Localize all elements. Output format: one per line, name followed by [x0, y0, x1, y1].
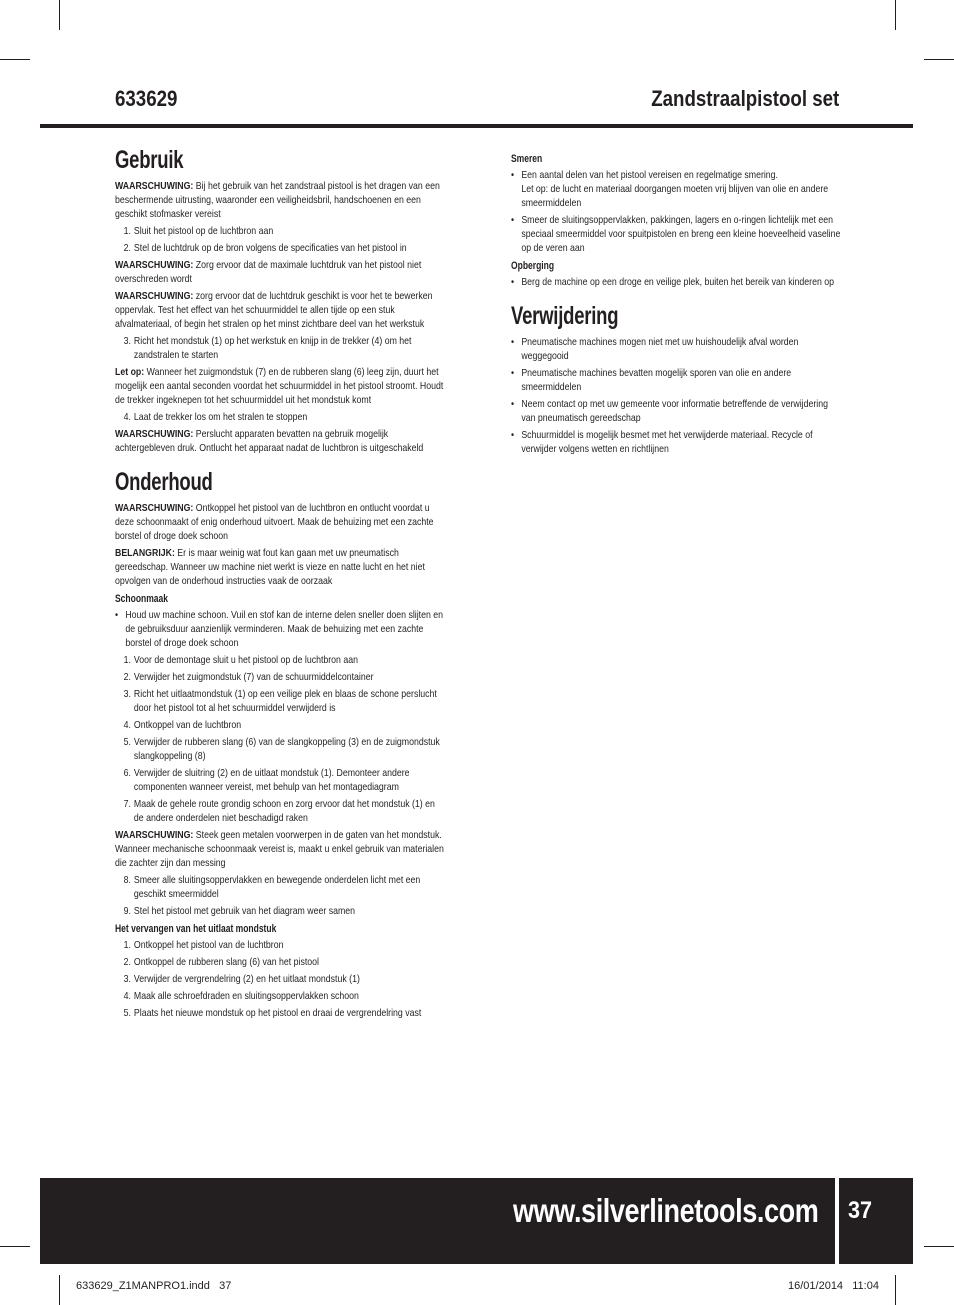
page-number: 37: [848, 1197, 873, 1224]
slug-date: 16/01/2014 11:04: [788, 1280, 879, 1292]
steps-list: [115, 335, 445, 363]
step-number: 3.: [123, 689, 131, 700]
crop-mark: [895, 0, 896, 30]
list-item: [115, 609, 445, 651]
crop-mark: [59, 0, 60, 30]
list-item: [115, 767, 445, 795]
list-item: [115, 736, 445, 764]
warning-paragraph: [115, 428, 445, 456]
warning-paragraph: [115, 502, 445, 544]
steps-list: [115, 225, 445, 256]
step-text: Maak de gehele route grondig schoon en zorg ervoor dat het mondstuk (1) en de andere onderdelen niet beschadigd raken: [133, 799, 435, 824]
bullet-text: Houd uw machine schoon. Vuil en stof kan de interne delen sneller doen slijten en de gebruiksduur aanzienlijk verminderen. Maak de behuizing met een zachte borstel of droge doek schoon: [125, 610, 444, 649]
heading-verwijdering: Verwijdering: [511, 302, 619, 330]
step-text: Plaats het nieuwe mondstuk op het pistool en draai de vergrendelring vast: [133, 1008, 422, 1019]
bullet-icon: •: [511, 277, 515, 288]
step-number: 1.: [123, 655, 131, 666]
list-item: [115, 671, 445, 685]
list-item: [115, 242, 445, 256]
warning-paragraph: [115, 829, 445, 871]
warning-paragraph: [115, 290, 445, 332]
crop-mark: [59, 1275, 60, 1305]
bullet-list: [115, 609, 445, 651]
list-item: [115, 1007, 445, 1021]
bullet-note: Let op: de lucht en materiaal doorgangen moeten vrij blijven van olie en andere smeermiddelen: [521, 184, 829, 209]
step-text: Verwijder de sluitring (2) en de uitlaat mondstuk (1). Demonteer andere componenten wanneer vereist, met behulp van het montagediagram: [133, 768, 410, 793]
bullet-list: [511, 276, 841, 290]
list-item: [115, 956, 445, 970]
warning-label: WAARSCHUWING:: [115, 503, 194, 514]
crop-mark: [895, 1275, 896, 1305]
warning-text: Zorg ervoor dat de maximale luchtdruk van het pistool niet overschreden wordt: [115, 260, 422, 285]
list-item: [115, 874, 445, 902]
footer-bar: [40, 1178, 913, 1264]
website-link[interactable]: www.silverlinetools.com: [512, 1192, 818, 1229]
heading-schoonmaak: Schoonmaak: [115, 593, 168, 605]
list-item: [115, 654, 445, 668]
footer-divider: [835, 1178, 839, 1264]
bullet-icon: •: [511, 368, 515, 379]
right-column: [511, 152, 895, 460]
slug-file: 633629_Z1MANPRO1.indd 37: [76, 1280, 232, 1292]
step-number: 9.: [123, 906, 131, 917]
warning-label: WAARSCHUWING:: [115, 181, 194, 192]
step-number: 4.: [123, 991, 131, 1002]
list-item: [115, 719, 445, 733]
product-title: Zandstraalpistool set: [650, 86, 839, 111]
list-item: [511, 429, 841, 457]
step-number: 5.: [123, 737, 131, 748]
step-number: 3.: [123, 974, 131, 985]
step-text: Laat de trekker los om het stralen te stoppen: [133, 412, 308, 423]
step-text: Verwijder de vergrendelring (2) en het uitlaat mondstuk (1): [133, 974, 360, 985]
heading-gebruik: Gebruik: [115, 146, 184, 174]
heading-onderhoud: Onderhoud: [115, 468, 213, 496]
crop-mark: [924, 59, 954, 60]
step-number: 2.: [123, 672, 131, 683]
list-item: [511, 336, 841, 364]
note-paragraph: [115, 366, 445, 408]
list-item: [115, 798, 445, 826]
bullet-icon: •: [511, 215, 515, 226]
step-text: Ontkoppel het pistool van de luchtbron: [133, 940, 284, 951]
section-verwijdering: [511, 302, 841, 457]
step-number: 3.: [123, 336, 131, 347]
step-text: Verwijder het zuigmondstuk (7) van de schuurmiddelcontainer: [133, 672, 374, 683]
list-item: [511, 367, 841, 395]
bullet-text: Pneumatische machines bevatten mogelijk sporen van olie en andere smeermiddelen: [521, 368, 792, 393]
step-text: Verwijder de rubberen slang (6) van de slangkoppeling (3) en de zuigmondstuk slangkoppeling (8): [133, 737, 440, 762]
note-text: Wanneer het zuigmondstuk (7) en de rubberen slang (6) leeg zijn, duurt het mogelijk een aantal seconden voordat het schuurmiddel in het pistool stroomt. Houdt de trekker ingeknepen tot het schuurmiddel uit het mondstuk komt: [115, 367, 444, 406]
step-number: 4.: [123, 412, 131, 423]
crop-mark: [924, 1246, 954, 1247]
step-text: Ontkoppel de rubberen slang (6) van het pistool: [133, 957, 320, 968]
step-text: Voor de demontage sluit u het pistool op de luchtbron aan: [133, 655, 358, 666]
list-item: [511, 398, 841, 426]
note-label: Let op:: [115, 367, 145, 378]
step-text: Richt het uitlaatmondstuk (1) op een veilige plek en blaas de schone perslucht door het pistool tot al het schuurmiddel verwijderd is: [133, 689, 437, 714]
bullet-list: [511, 336, 841, 457]
step-number: 1.: [123, 940, 131, 951]
warning-text: Bij het gebruik van het zandstraal pistool is het dragen van een beschermende uitrusting, waaronder een veiligheidsbril, handschoenen en een geschikt stofmasker vereist: [115, 181, 440, 220]
step-number: 1.: [123, 226, 131, 237]
step-number: 7.: [123, 799, 131, 810]
list-item: [115, 688, 445, 716]
warning-text: zorg ervoor dat de luchtdruk geschikt is voor het te bewerken oppervlak. Test het effect van het schuurmiddel te allen tijde op een stuk afvalmateriaal, of begin het stralen op het minst zichtbare deel van het werkstuk: [115, 291, 433, 330]
section-onderhoud: [115, 468, 445, 1021]
warning-text: Steek geen metalen voorwerpen in de gaten van het mondstuk. Wanneer mechanische schoonmaak vereist is, maakt u enkel gebruik van materialen die zachter zijn dan messing: [115, 830, 444, 869]
crop-mark: [0, 1246, 30, 1247]
list-item: [511, 276, 841, 290]
list-item: [115, 939, 445, 953]
important-paragraph: [115, 547, 445, 589]
warning-text: Ontkoppel het pistool van de luchtbron en ontlucht voordat u deze schoonmaakt of enig onderhoud uitvoert. Maak de behuizing met een zachte borstel of droge doek schoon: [115, 503, 434, 542]
step-number: 6.: [123, 768, 131, 779]
list-item: [511, 169, 841, 211]
warning-label: WAARSCHUWING:: [115, 260, 194, 271]
warning-label: WAARSCHUWING:: [115, 830, 194, 841]
step-text: Smeer alle sluitingsoppervlakken en bewegende onderdelen licht met een geschikt smeermiddel: [133, 875, 421, 900]
bullet-icon: •: [511, 399, 515, 410]
steps-list: [115, 654, 445, 826]
list-item: [511, 214, 841, 256]
step-number: 8.: [123, 875, 131, 886]
list-item: [115, 990, 445, 1004]
step-text: Stel het pistool met gebruik van het diagram weer samen: [133, 906, 356, 917]
steps-list: [115, 939, 445, 1021]
warning-text: Perslucht apparaten bevatten na gebruik mogelijk achtergebleven druk. Ontlucht het apparaat nadat de luchtbron is uitgeschakeld: [115, 429, 424, 454]
step-text: Richt het mondstuk (1) op het werkstuk en knijp in de trekker (4) om het zandstralen te starten: [133, 336, 412, 361]
step-text: Maak alle schroefdraden en sluitingsoppervlakken schoon: [133, 991, 359, 1002]
list-item: [115, 225, 445, 239]
bullet-icon: •: [511, 430, 515, 441]
bullet-text: Neem contact op met uw gemeente voor informatie betreffende de verwijdering van pneumatisch gereedschap: [521, 399, 828, 424]
bullet-text: Pneumatische machines mogen niet met uw huishoudelijk afval worden weggegooid: [521, 337, 799, 362]
list-item: [115, 411, 445, 425]
bullet-text: Schuurmiddel is mogelijk besmet met het verwijderde materiaal. Recycle of verwijder volgens wetten en richtlijnen: [521, 430, 813, 455]
step-number: 5.: [123, 1008, 131, 1019]
bullet-text: Een aantal delen van het pistool vereisen en regelmatige smering.: [521, 170, 778, 181]
crop-mark: [0, 59, 30, 60]
important-label: BELANGRIJK:: [115, 548, 175, 559]
step-text: Stel de luchtdruk op de bron volgens de specificaties van het pistool in: [133, 243, 407, 254]
heading-smeren: Smeren: [511, 153, 543, 165]
step-text: Sluit het pistool op de luchtbron aan: [133, 226, 274, 237]
bullet-icon: •: [511, 170, 515, 181]
step-number: 2.: [123, 957, 131, 968]
page-header: [40, 80, 913, 128]
section-gebruik: [115, 146, 445, 456]
list-item: [115, 973, 445, 987]
important-text: Er is maar weinig wat fout kan gaan met uw pneumatisch gereedschap. Wanneer uw machine niet werkt is vieze en natte lucht en het niet opvolgen van de onderhoud instructies vaak de oorzaak: [115, 548, 425, 587]
list-item: [115, 335, 445, 363]
section-opberging: [511, 259, 841, 290]
warning-label: WAARSCHUWING:: [115, 291, 194, 302]
step-number: 4.: [123, 720, 131, 731]
product-code: 633629: [115, 86, 178, 111]
bullet-icon: •: [115, 610, 119, 621]
step-text: Ontkoppel van de luchtbron: [133, 720, 242, 731]
bullet-text: Smeer de sluitingsoppervlakken, pakkingen, lagers en o-ringen lichtelijk met een speciaal smeermiddel voor spuitpistolen en breng een kleine hoeveelheid vaseline op de veren aan: [521, 215, 841, 254]
warning-paragraph: [115, 259, 445, 287]
heading-vervangen: Het vervangen van het uitlaat mondstuk: [115, 923, 277, 935]
warning-label: WAARSCHUWING:: [115, 429, 194, 440]
warning-paragraph: [115, 180, 445, 222]
bullet-text: Berg de machine op een droge en veilige plek, buiten het bereik van kinderen op: [521, 277, 835, 288]
step-number: 2.: [123, 243, 131, 254]
steps-list: [115, 874, 445, 919]
section-smeren: [511, 152, 841, 256]
bullet-list: [511, 169, 841, 256]
left-column: [115, 146, 499, 1024]
steps-list: [115, 411, 445, 425]
bullet-icon: •: [511, 337, 515, 348]
heading-opberging: Opberging: [511, 260, 555, 272]
list-item: [115, 905, 445, 919]
